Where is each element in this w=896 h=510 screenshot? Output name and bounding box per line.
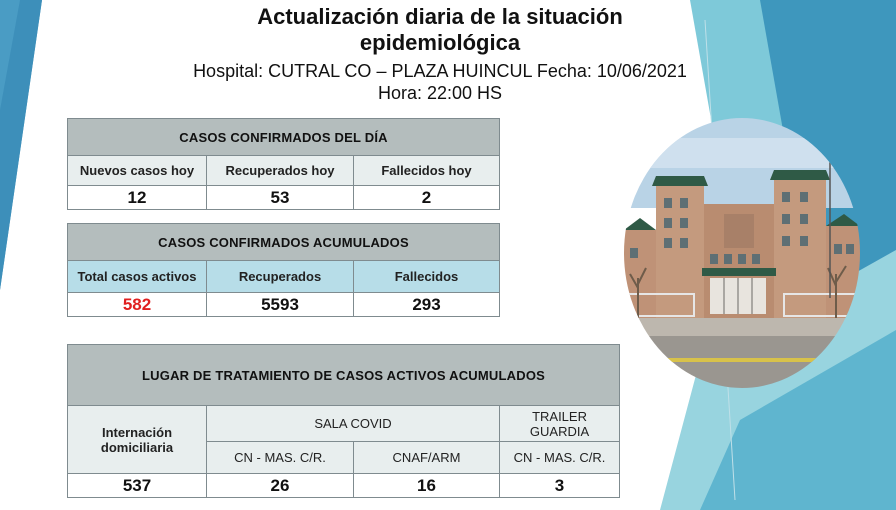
treatment-value-cn-mas: 26 [207, 474, 354, 498]
daily-value-deceased: 2 [354, 186, 500, 210]
daily-col-recovered: Recuperados hoy [207, 156, 354, 186]
cumulative-value-recovered: 5593 [207, 293, 354, 317]
treatment-value-trailer: 3 [500, 474, 620, 498]
treatment-sub-cn-mas: CN - MAS. C/R. [207, 442, 354, 474]
cumulative-col-recovered: Recuperados [207, 261, 354, 293]
subtitle-line-1: Hospital: CUTRAL CO – PLAZA HUINCUL Fecha: 10/06/2021 [193, 61, 687, 81]
cumulative-col-active: Total casos activos [68, 261, 207, 293]
treatment-value-home: 537 [68, 474, 207, 498]
hospital-building-photo [624, 118, 860, 388]
daily-col-new: Nuevos casos hoy [68, 156, 207, 186]
treatment-col-sala-covid: SALA COVID [207, 406, 500, 442]
treatment-col-home: Internación domiciliaria [68, 406, 207, 474]
daily-table-title: CASOS CONFIRMADOS DEL DÍA [68, 119, 500, 156]
subtitle-line-2: Hora: 22:00 HS [377, 83, 503, 103]
page-title [180, 4, 700, 56]
daily-col-deceased: Fallecidos hoy [354, 156, 500, 186]
cumulative-value-deceased: 293 [354, 293, 500, 317]
daily-value-new: 12 [68, 186, 207, 210]
treatment-table-title: LUGAR DE TRATAMIENTO DE CASOS ACTIVOS ACUMULADOS [68, 345, 620, 406]
title-line-2: epidemiológica [359, 30, 521, 55]
treatment-sub-cnaf: CNAF/ARM [354, 442, 500, 474]
daily-cases-table [67, 118, 500, 210]
page-subtitle [160, 60, 720, 104]
cumulative-table-title: CASOS CONFIRMADOS ACUMULADOS [68, 224, 500, 261]
daily-value-recovered: 53 [207, 186, 354, 210]
treatment-col-trailer: TRAILER GUARDIA [500, 406, 620, 442]
treatment-sub-trailer-cn-mas: CN - MAS. C/R. [500, 442, 620, 474]
treatment-location-table [67, 344, 620, 498]
title-line-1: Actualización diaria de la situación [257, 4, 623, 29]
cumulative-col-deceased: Fallecidos [354, 261, 500, 293]
cumulative-value-active: 582 [68, 293, 207, 317]
cumulative-cases-table [67, 223, 500, 317]
treatment-value-cnaf: 16 [354, 474, 500, 498]
